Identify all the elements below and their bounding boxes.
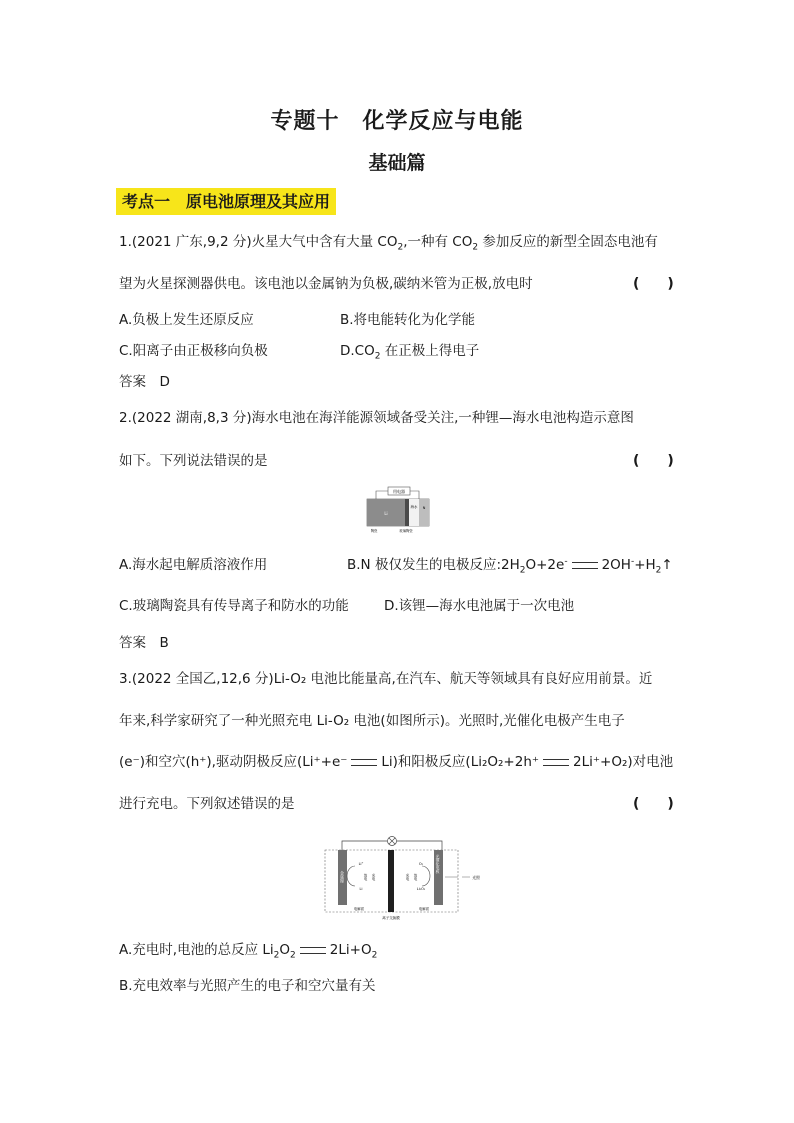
q1-option-b: B.将电能转化为化学能	[340, 312, 476, 328]
q3-electrolyte-right: 电解质	[418, 907, 430, 911]
q2-source: 2.(2022 湖南,8,3 分)	[119, 410, 252, 426]
q1-line-2: 望为火星探测器供电。该电池以金属钠为负极,碳纳米管为正极,放电时	[119, 276, 533, 292]
q3-battery-diagram	[322, 830, 494, 922]
q3-li2o2-label: Li₂O₂	[416, 887, 426, 891]
q3-line-4: 进行充电。下列叙述错误的是	[119, 796, 295, 812]
q2-option-c: C.玻璃陶瓷具有传导离子和防水的功能	[119, 598, 349, 614]
q3-right-cycle	[422, 866, 430, 886]
q3-ion-exchange-membrane	[388, 850, 394, 912]
q2-option-b: B.N 极仅发生的电极反应$:2H_2O+2e^-$ $2OH^-+H_2↑$	[347, 556, 673, 576]
q2-answer-blank: ( )	[633, 453, 674, 469]
q3-line-1: 3.(2022 全国乙,12,6 分)Li-O₂ 电池比能量高,在汽车、航天等领域具有良好应用前景。近	[119, 671, 653, 687]
q3-left-cycle	[347, 866, 355, 886]
q2-n-label: N	[422, 506, 426, 510]
q2-option-d: D.该锂—海水电池属于一次电池	[384, 598, 575, 614]
page-subtitle: 基础篇	[368, 152, 426, 174]
q3-o2-label: O₂	[418, 862, 424, 866]
q1-source: 1.(2021 广东,9,2 分)	[119, 234, 252, 250]
q1-option-a: A.负极上发生还原反应	[119, 312, 254, 328]
q2-line-1: 2.(2022 湖南,8,3 分)海水电池在海洋能源领域备受关注,一种锂—海水电池构造示意图	[119, 410, 634, 426]
q2-seawater	[409, 499, 419, 526]
q2-n-electrode	[419, 499, 429, 526]
q1-answer: 答案 D	[119, 374, 170, 390]
q2-glass-ceramic	[405, 499, 409, 526]
q3-line-3: (e⁻)和空穴(h⁺),驱动阴极反应(Li⁺+e⁻ Li)和阳极反应(Li₂O₂+2h⁺ 2Li⁺+O₂)对电池	[119, 754, 674, 770]
q2-li-label: Li	[384, 511, 388, 516]
q3-discharge-label: 放电	[364, 873, 368, 881]
q3-answer-blank: ( )	[633, 796, 674, 812]
q1-option-c: C.阳离子由正极移向负极	[119, 343, 268, 359]
q3-charge-label-right: 充电	[406, 873, 410, 881]
q2-option-a: A.海水起电解质溶液作用	[119, 557, 268, 573]
q3-li-plus-label: Li⁺	[358, 862, 364, 866]
q2-line-2: 如下。下列说法错误的是	[119, 453, 268, 469]
q3-right-electrode-label: 光催化电极	[436, 854, 441, 874]
q1-option-d: $D.CO_2$ 在正极上得电子	[340, 343, 480, 362]
q3-light-label: 光照	[472, 875, 480, 880]
q3-discharge-label-right: 放电	[414, 873, 418, 881]
q3-electrolyte-left: 电解质	[353, 907, 365, 911]
q3-membrane-label: 离子交换膜	[382, 916, 400, 920]
q2-glass-label: 玻璃陶瓷	[399, 529, 413, 533]
q2-answer: 答案 B	[119, 635, 169, 651]
q3-option-b: B.充电效率与光照产生的电子和空穴量有关	[119, 978, 376, 994]
q3-source: 3.(2022 全国乙,12,6 分)	[119, 671, 274, 687]
q3-charge-label: 充电	[372, 873, 376, 881]
q2-seawater-label: 海水	[410, 505, 418, 509]
section-heading: 考点一 原电池原理及其应用	[116, 188, 336, 215]
q2-battery-diagram	[364, 486, 434, 536]
q3-option-a: A.充电时,电池的总反应 $Li_2O_2$ $2Li+O_2$	[119, 942, 378, 961]
q1-line-1: 1.(2021 广东,9,2 分)火星大气中含有大量 $CO_2$,一种有 $CO_2$ 参加反应的新型全固态电池有	[119, 234, 658, 253]
q1-answer-blank: ( )	[633, 276, 674, 292]
q3-li-label: Li	[359, 887, 363, 891]
page-title: 专题十 化学反应与电能	[270, 109, 524, 134]
q3-line-2: 年来,科学家研究了一种光照充电 Li-O₂ 电池(如图所示)。光照时,光催化电极产生电子	[119, 713, 625, 729]
q2-load-label: 用电器	[393, 489, 405, 494]
q2-ceramic-label: 陶瓷	[370, 529, 378, 533]
q3-left-electrode-label: 金属锂	[340, 871, 345, 883]
